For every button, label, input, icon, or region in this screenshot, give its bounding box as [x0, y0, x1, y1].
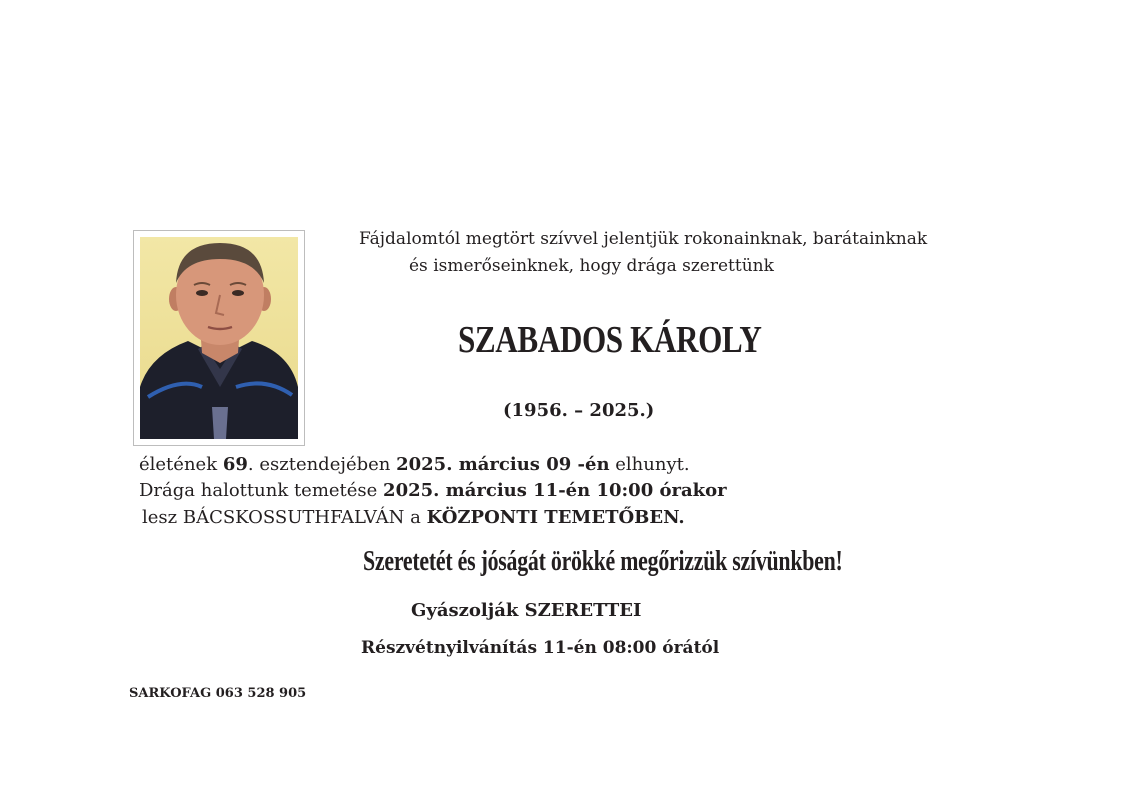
- death-mid: . esztendejében: [247, 454, 397, 475]
- intro-line-1: Fájdalomtól megtört szívvel jelentjük rokonainknak, barátainknak: [359, 229, 928, 249]
- funeral-pre: Drága halottunk temetése: [139, 480, 384, 501]
- deceased-name: SZABADOS KÁROLY: [458, 319, 762, 361]
- death-line: [139, 454, 690, 475]
- intro-line-2: és ismerőseinknek, hogy drága szerettünk: [409, 256, 774, 276]
- portrait-photo: [133, 230, 305, 446]
- life-years: (1956. – 2025.): [503, 400, 655, 421]
- death-date: 2025. március 09 -én: [396, 454, 610, 475]
- death-age: 69: [222, 454, 248, 475]
- place-pre: lesz BÁCSKOSSUTHFALVÁN a: [142, 507, 427, 528]
- portrait-image: [140, 237, 298, 439]
- funeral-datetime: 2025. március 11-én 10:00 órakor: [383, 480, 727, 501]
- footer-contact: SARKOFAG 063 528 905: [129, 686, 307, 701]
- place-line: [142, 507, 685, 528]
- motto: Szeretetét és jóságát örökké megőrizzük szívünkben!: [363, 546, 843, 577]
- funeral-line: [139, 480, 727, 501]
- condolence-time: Részvétnyilvánítás 11-én 08:00 órától: [361, 638, 720, 658]
- death-post: elhunyt.: [609, 454, 690, 475]
- death-pre: életének: [139, 454, 223, 475]
- place-cemetery: KÖZPONTI TEMETŐBEN.: [426, 507, 685, 528]
- mourners: Gyászolják SZERETTEI: [411, 600, 642, 621]
